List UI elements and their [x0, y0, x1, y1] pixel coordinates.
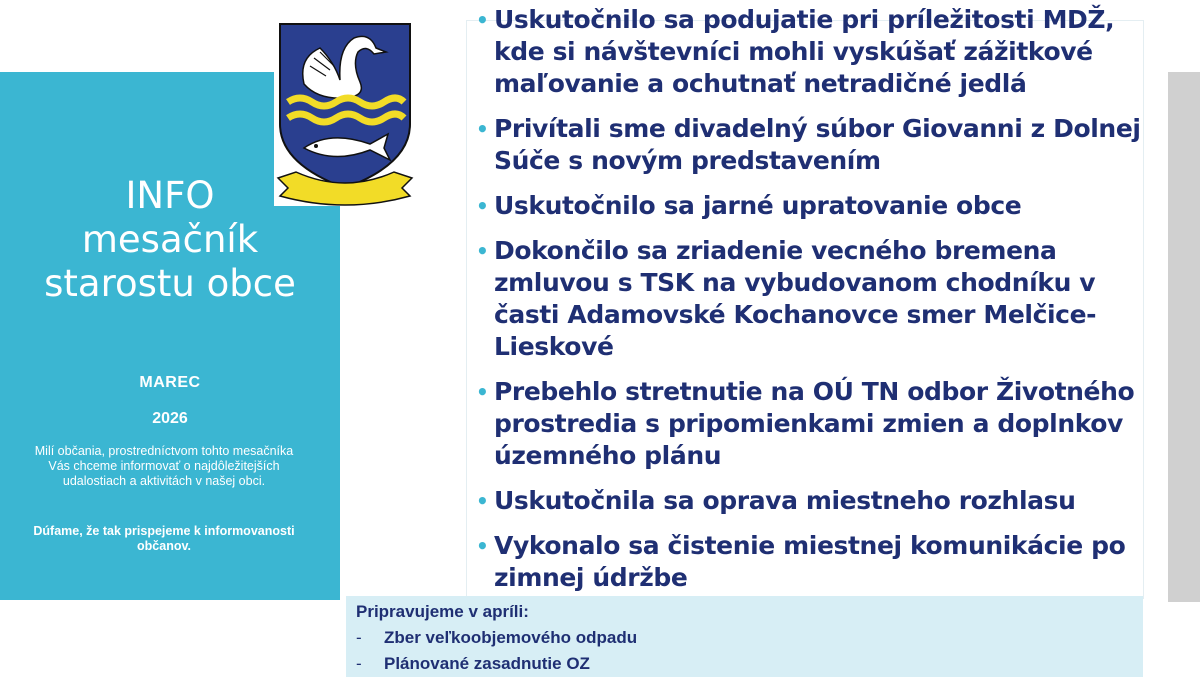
news-item-text: Prebehlo stretnutie na OÚ TN odbor Životného prostredia s pripomienkami zmien a doplnkov územného plánu	[494, 377, 1135, 470]
bullet-icon: •	[476, 8, 489, 32]
plan-item	[356, 654, 590, 674]
title-line-3: starostu obce	[44, 262, 296, 305]
news-item	[474, 376, 1142, 472]
dash-marker: -	[356, 628, 362, 647]
news-item	[474, 113, 1142, 177]
news-item	[474, 235, 1142, 363]
plan-item-text: Zber veľkoobjemového odpadu	[384, 628, 638, 647]
coat-of-arms	[274, 18, 416, 206]
news-item-text: Uskutočnilo sa podujatie pri príležitosti MDŽ, kde si návštevníci mohli vyskúšať zážitkové maľovanie a ochutnať netradičné jedlá	[494, 5, 1115, 98]
bullet-icon: •	[476, 117, 489, 141]
upcoming-plans	[346, 596, 1143, 677]
plan-item	[356, 628, 637, 648]
news-item-text: Privítali sme divadelný súbor Giovanni z Dolnej Súče s novým predstavením	[494, 114, 1141, 175]
title-line-1: INFO	[125, 174, 215, 217]
bullet-icon: •	[476, 239, 489, 263]
decorative-strip	[1168, 72, 1200, 602]
news-list	[474, 4, 1142, 607]
coat-of-arms-icon	[274, 18, 416, 206]
plans-title: Pripravujeme v apríli:	[356, 602, 529, 621]
news-item-text: Uskutočnila sa oprava miestneho rozhlasu	[494, 486, 1076, 515]
bullet-icon: •	[476, 380, 489, 404]
news-item-text: Vykonalo sa čistenie miestnej komunikácie po zimnej údržbe	[494, 531, 1126, 592]
news-item-text: Dokončilo sa zriadenie vecného bremena zmluvou s TSK na vybudovanom chodníku v časti Adamovské Kochanovce smer Melčice-Lieskové	[494, 236, 1097, 361]
news-item	[474, 190, 1142, 222]
intro-text: Milí občania, prostredníctvom tohto mesačníka Vás chceme informovať o najdôležitejších udalostiach a aktivitách v našej obci.	[34, 444, 294, 488]
news-item	[474, 485, 1142, 517]
issue-year: 2026	[152, 410, 188, 427]
issue-month: MAREC	[139, 374, 201, 391]
bullet-icon: •	[476, 489, 489, 513]
news-item	[474, 530, 1142, 594]
news-item	[474, 4, 1142, 100]
title-line-2: mesačník	[81, 218, 259, 261]
bullet-icon: •	[476, 194, 489, 218]
dash-marker: -	[356, 654, 362, 673]
bullet-icon: •	[476, 534, 489, 558]
plan-item-text: Plánované zasadnutie OZ	[384, 654, 590, 673]
closing-text: Dúfame, že tak prispejeme k informovanosti občanov.	[33, 524, 295, 553]
news-item-text: Uskutočnilo sa jarné upratovanie obce	[494, 191, 1022, 220]
